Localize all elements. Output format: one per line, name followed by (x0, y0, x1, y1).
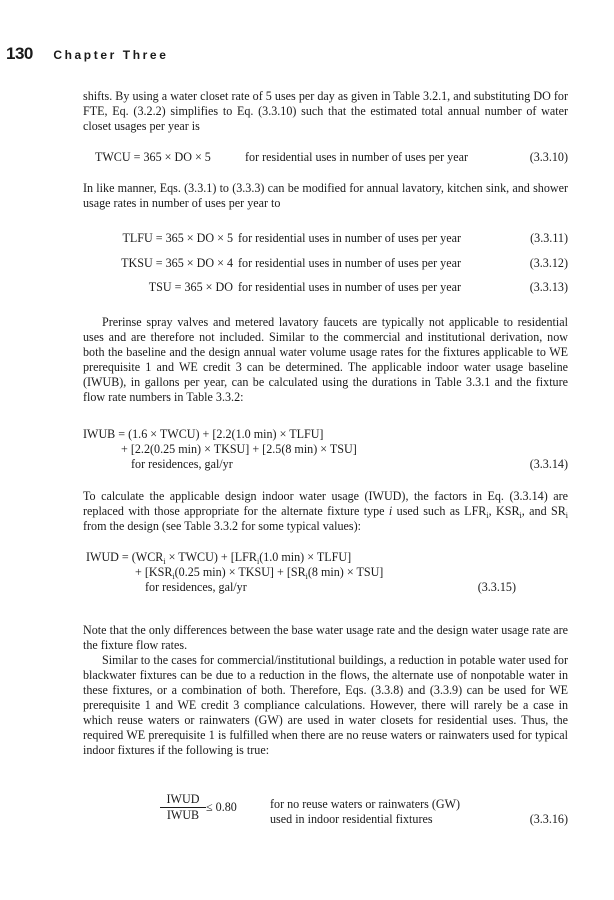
equation-3-3-15 (86, 550, 516, 595)
equation-3-3-16 (160, 792, 568, 828)
equation-number: (3.3.12) (529, 256, 568, 270)
equation-line-2: + [2.2(0.25 min) × TKSU] + [2.5(8 min) × TSU] (121, 442, 357, 456)
variable-i: i (388, 504, 393, 518)
paragraph-4-text-1: To calculate the applicable design indoor water usage (IWUD), the factors in Eq. (3.3.14) are replaced with those appropriate for the alternate fixture type (83, 489, 568, 518)
equation-line-2: + [$KSR_i(0.25$ min) × TKSU] + [$SR_i(8$ min) × TSU] (135, 565, 384, 581)
equation-description: for residential uses in number of uses per year (238, 231, 461, 245)
equation-number: (3.3.13) (529, 280, 568, 294)
equation-lhs: TKSU = 365 × DO × 4 (121, 256, 233, 270)
equation-number: (3.3.10) (529, 150, 568, 164)
equation-relation: ≤ 0.80 (206, 800, 237, 814)
equation-number: (3.3.11) (530, 231, 568, 245)
subscript-i: i (486, 511, 489, 520)
equation-3-3-10 (95, 150, 568, 165)
equation-lhs: TWCU = 365 × DO × 5 (95, 150, 211, 164)
paragraph-1: shifts. By using a water closet rate of 5 uses per day as given in Table 3.2.1, and substituting DO for FTE, Eq. (3.2.2) simplifies to Eq. (3.3.10) such that the estimated total annual number of water closet usages per year is (83, 89, 568, 133)
fraction-denominator: IWUB (166, 808, 200, 822)
fraction-numerator: IWUD (160, 792, 206, 808)
equation-lhs: TSU = 365 × DO (148, 280, 233, 294)
equation-description: for residential uses in number of uses per year (238, 256, 461, 270)
subscript-i: i (565, 511, 569, 520)
equation-number: (3.3.14) (529, 457, 568, 471)
paragraph-2: In like manner, Eqs. (3.3.1) to (3.3.3) can be modified for annual lavatory, kitchen sink, and shower usage rates in number of uses per year to (83, 181, 568, 210)
equation-line-3: for residences, gal/yr (131, 457, 233, 471)
equation-description: for residential uses in number of uses per year (245, 150, 468, 164)
equation-number: (3.3.15) (477, 580, 516, 594)
paragraph-4-text-5: from the design (see Table 3.3.2 for some typical values): (83, 519, 362, 533)
equation-line-1: IWUB = (1.6 × TWCU) + [2.2(1.0 min) × TLFU] (83, 427, 324, 441)
page-number: 130 (6, 44, 33, 63)
equation-number: (3.3.16) (529, 812, 568, 826)
equation-description-1: for no reuse waters or rainwaters (GW) (270, 797, 461, 811)
page-header (6, 44, 168, 64)
equation-3-3-11 (90, 231, 568, 246)
fraction (160, 792, 206, 823)
equation-description-2: used in indoor residential fixtures (270, 812, 433, 826)
paragraph-4-text-3: , KSR (488, 504, 520, 518)
paragraph-4-text-2: used such as LFR (396, 504, 487, 518)
subscript-i: i (519, 511, 522, 520)
equation-3-3-12 (90, 256, 568, 271)
paragraph-4 (83, 489, 568, 534)
equation-description: for residential uses in number of uses per year (238, 280, 461, 294)
paragraph-4-text-4: , and SR (521, 504, 566, 518)
paragraph-6: Similar to the cases for commercial/institutional buildings, a reduction in potable water used for blackwater fixtures can be due to a reduction in the flows, the alternate use of nonpotable water in these fixtures, or a combination of both. Therefore, Eqs. (3.3.8) and (3.3.9) can be used for WE prerequisite 1 and WE credit 3 compliance calculations. However, there will rarely be a case in which reuse waters or rainwaters (GW) are used in water closets for residential uses. Thus, the required WE prerequisite 1 is fulfilled when there are no reuse waters or rainwaters used for typical indoor fixtures if the following is true: (83, 653, 568, 757)
equation-line-1: IWUD = ($WCR_i$ × TWCU) + [$LFR_i(1.0$ min) × TLFU] (86, 550, 352, 566)
paragraph-5: Note that the only differences between the base water usage rate and the design water usage rate are the fixture flow rates. (83, 623, 568, 652)
paragraph-3: Prerinse spray valves and metered lavatory faucets are typically not applicable to residential uses and are therefore not included. Similar to the commercial and institutional derivation, now both the baseline and the design annual water volume usage rates for the fixtures applicable to WE prerequisite 1 and WE credit 3 can be determined. The applicable indoor water usage baseline (IWUB), in gallons per year, can be calculated using the durations in Table 3.3.1 and the fixture flow rate numbers in Table 3.3.2: (83, 315, 568, 404)
equation-3-3-14 (83, 427, 568, 472)
chapter-title: Chapter Three (53, 48, 169, 62)
equation-lhs: TLFU = 365 × DO × 5 (122, 231, 233, 245)
equation-line-3: for residences, gal/yr (145, 580, 247, 594)
equation-3-3-13 (90, 280, 568, 295)
